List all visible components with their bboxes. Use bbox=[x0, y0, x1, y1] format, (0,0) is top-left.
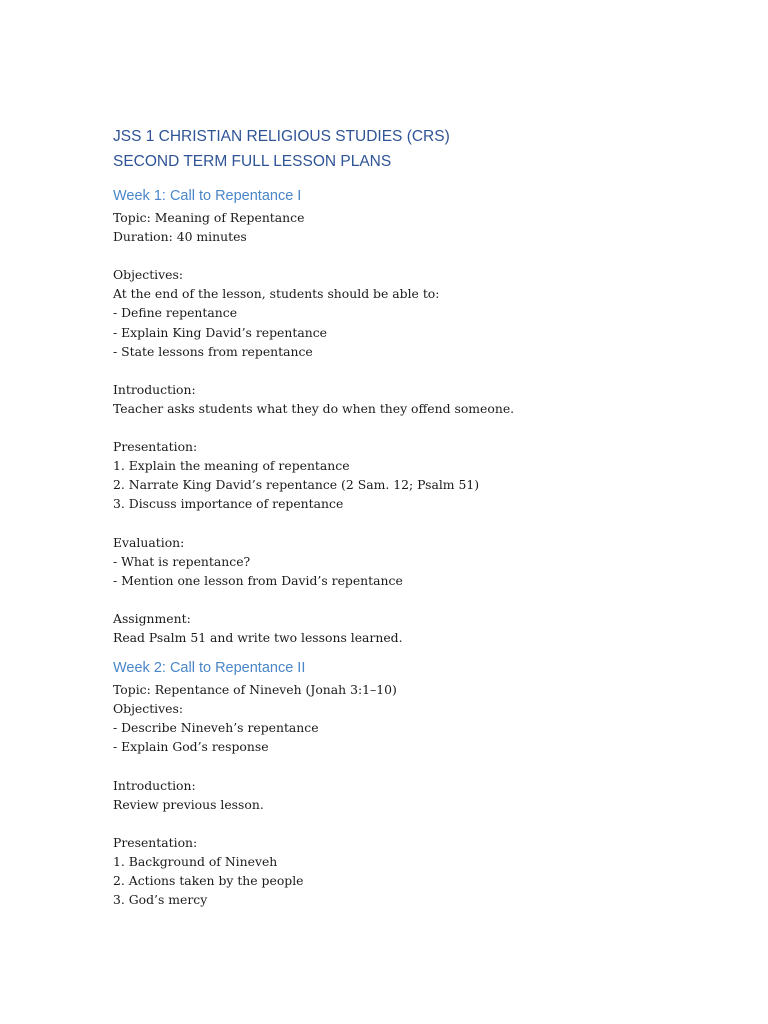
week-2-presentation-item: 2. Actions taken by the people bbox=[113, 873, 304, 889]
week-2-objective-item: - Explain God’s response bbox=[113, 739, 269, 755]
blank-line bbox=[113, 418, 713, 437]
week-2-section bbox=[113, 658, 713, 909]
week-1-line-topic: Topic: Meaning of Repentance bbox=[113, 210, 305, 225]
blank-line bbox=[113, 514, 713, 533]
week-2-presentation-item: 3. God’s mercy bbox=[113, 892, 208, 908]
document-title-line-2: SECOND TERM FULL LESSON PLANS bbox=[113, 153, 392, 170]
week-1-body bbox=[113, 208, 713, 647]
week-2-presentation-label: Presentation: bbox=[113, 834, 198, 850]
week-1-objectives-label: Objectives: bbox=[113, 267, 184, 283]
week-2-objective-item: - Describe Nineveh’s repentance bbox=[113, 720, 319, 736]
week-1-evaluation-item: - Mention one lesson from David’s repentance bbox=[113, 572, 403, 588]
blank-line bbox=[113, 246, 713, 265]
week-1-presentation-item: 1. Explain the meaning of repentance bbox=[113, 458, 350, 474]
week-2-body bbox=[113, 680, 713, 909]
week-1-objective-item: - Explain King David’s repentance bbox=[113, 324, 327, 340]
week-2-heading: Week 2: Call to Repentance II bbox=[113, 660, 306, 677]
week-2-introduction-text: Review previous lesson. bbox=[113, 796, 264, 812]
week-1-presentation-item: 2. Narrate King David’s repentance (2 Sam. 12; Psalm 51) bbox=[113, 477, 480, 493]
blank-line bbox=[113, 361, 713, 380]
week-2-introduction-label: Introduction: bbox=[113, 777, 196, 793]
week-2-presentation-item: 1. Background of Nineveh bbox=[113, 854, 278, 869]
document-title-line-1: JSS 1 CHRISTIAN RELIGIOUS STUDIES (CRS) bbox=[113, 128, 450, 145]
week-1-line-duration: Duration: 40 minutes bbox=[113, 229, 247, 245]
week-1-evaluation-label: Evaluation: bbox=[113, 534, 185, 550]
week-1-introduction-text: Teacher asks students what they do when they offend someone. bbox=[113, 400, 515, 416]
week-1-presentation-label: Presentation: bbox=[113, 439, 198, 455]
blank-line bbox=[113, 814, 713, 833]
week-1-introduction-label: Introduction: bbox=[113, 381, 196, 397]
week-2-objectives-label: Objectives: bbox=[113, 701, 184, 717]
week-1-heading: Week 1: Call to Repentance I bbox=[113, 188, 302, 204]
week-1-objectives-intro: At the end of the lesson, students should be able to: bbox=[113, 286, 440, 302]
document-title bbox=[113, 124, 713, 174]
document-page bbox=[113, 124, 713, 920]
week-1-objective-item: - State lessons from repentance bbox=[113, 343, 313, 359]
week-1-assignment-label: Assignment: bbox=[113, 610, 191, 626]
week-1-objective-item: - Define repentance bbox=[113, 305, 238, 321]
blank-line bbox=[113, 757, 713, 776]
week-1-evaluation-item: - What is repentance? bbox=[113, 553, 251, 569]
week-2-line-topic: Topic: Repentance of Nineveh (Jonah 3:1–10) bbox=[113, 682, 397, 698]
week-1-section bbox=[113, 186, 713, 647]
week-1-presentation-item: 3. Discuss importance of repentance bbox=[113, 496, 344, 512]
week-1-assignment-text: Read Psalm 51 and write two lessons learned. bbox=[113, 630, 403, 646]
blank-line bbox=[113, 590, 713, 609]
